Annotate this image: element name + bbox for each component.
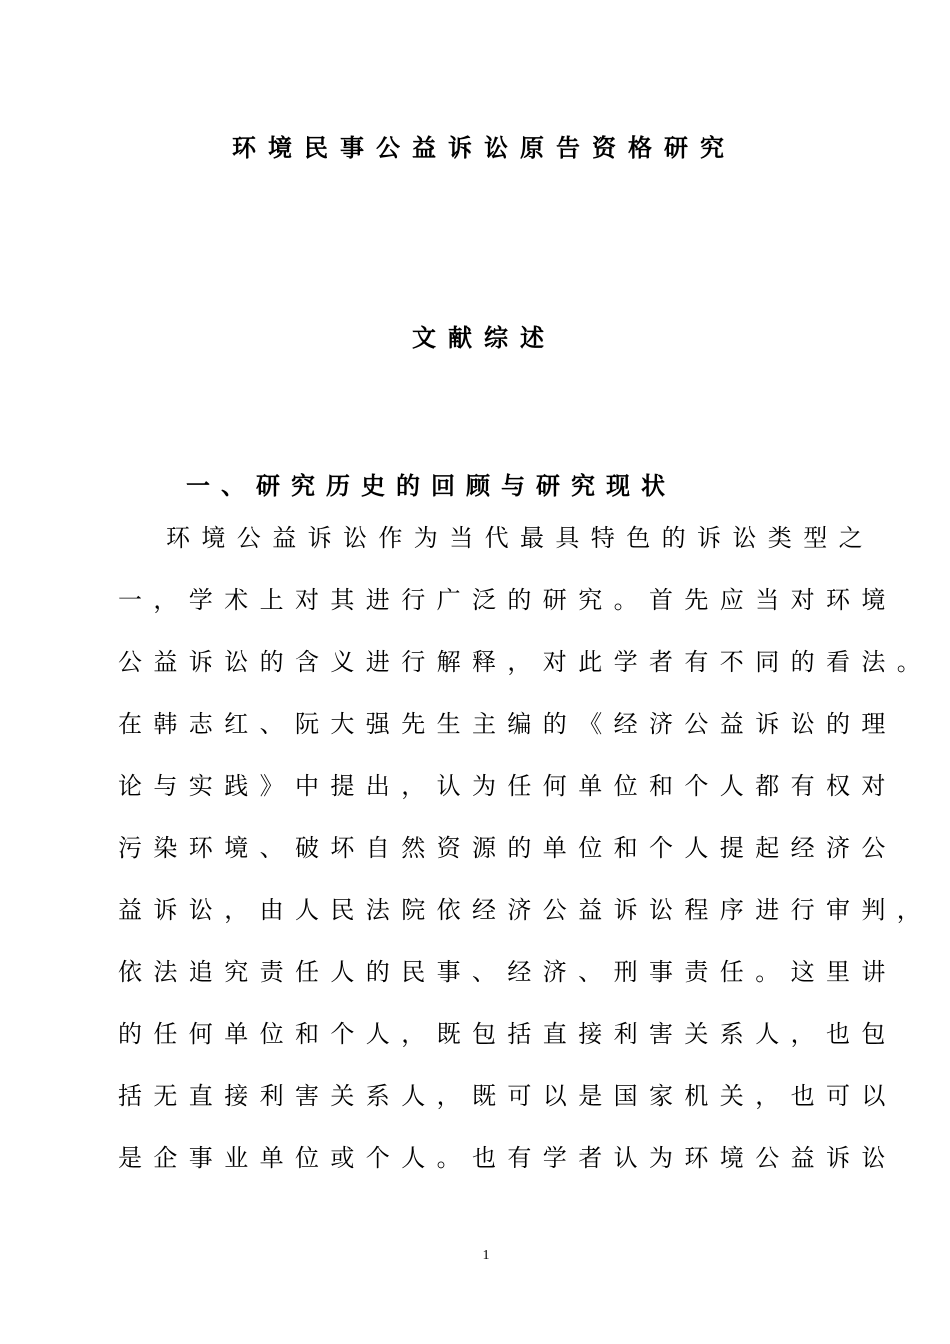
- paragraph-line: 论与实践》中提出，认为任何单位和个人都有权对: [118, 772, 897, 800]
- paragraph-line: 一，学术上对其进行广泛的研究。首先应当对环境: [118, 586, 897, 614]
- paragraph-line: 在韩志红、阮大强先生主编的《经济公益诉讼的理: [118, 710, 897, 738]
- section-title: 文献综述: [412, 324, 556, 352]
- paragraph-line: 环境公益诉讼作为当代最具特色的诉讼类型之: [166, 524, 874, 552]
- paragraph-line: 括无直接利害关系人，既可以是国家机关，也可以: [118, 1082, 897, 1110]
- paragraph-line: 依法追究责任人的民事、经济、刑事责任。这里讲: [118, 958, 897, 986]
- paragraph-line: 污染环境、破坏自然资源的单位和个人提起经济公: [118, 834, 897, 862]
- paragraph-line: 是企事业单位或个人。也有学者认为环境公益诉讼: [118, 1144, 897, 1172]
- document-title: 环境民事公益诉讼原告资格研究: [232, 134, 736, 162]
- paragraph-line: 公益诉讼的含义进行解释，对此学者有不同的看法。: [118, 648, 933, 676]
- subsection-heading: 一、研究历史的回顾与研究现状: [186, 472, 676, 500]
- paragraph-line: 益诉讼，由人民法院依经济公益诉讼程序进行审判，: [118, 896, 933, 924]
- paragraph-line: 的任何单位和个人，既包括直接利害关系人，也包: [118, 1020, 897, 1048]
- body-paragraph: [118, 516, 933, 1198]
- page-number: 1: [482, 1248, 490, 1263]
